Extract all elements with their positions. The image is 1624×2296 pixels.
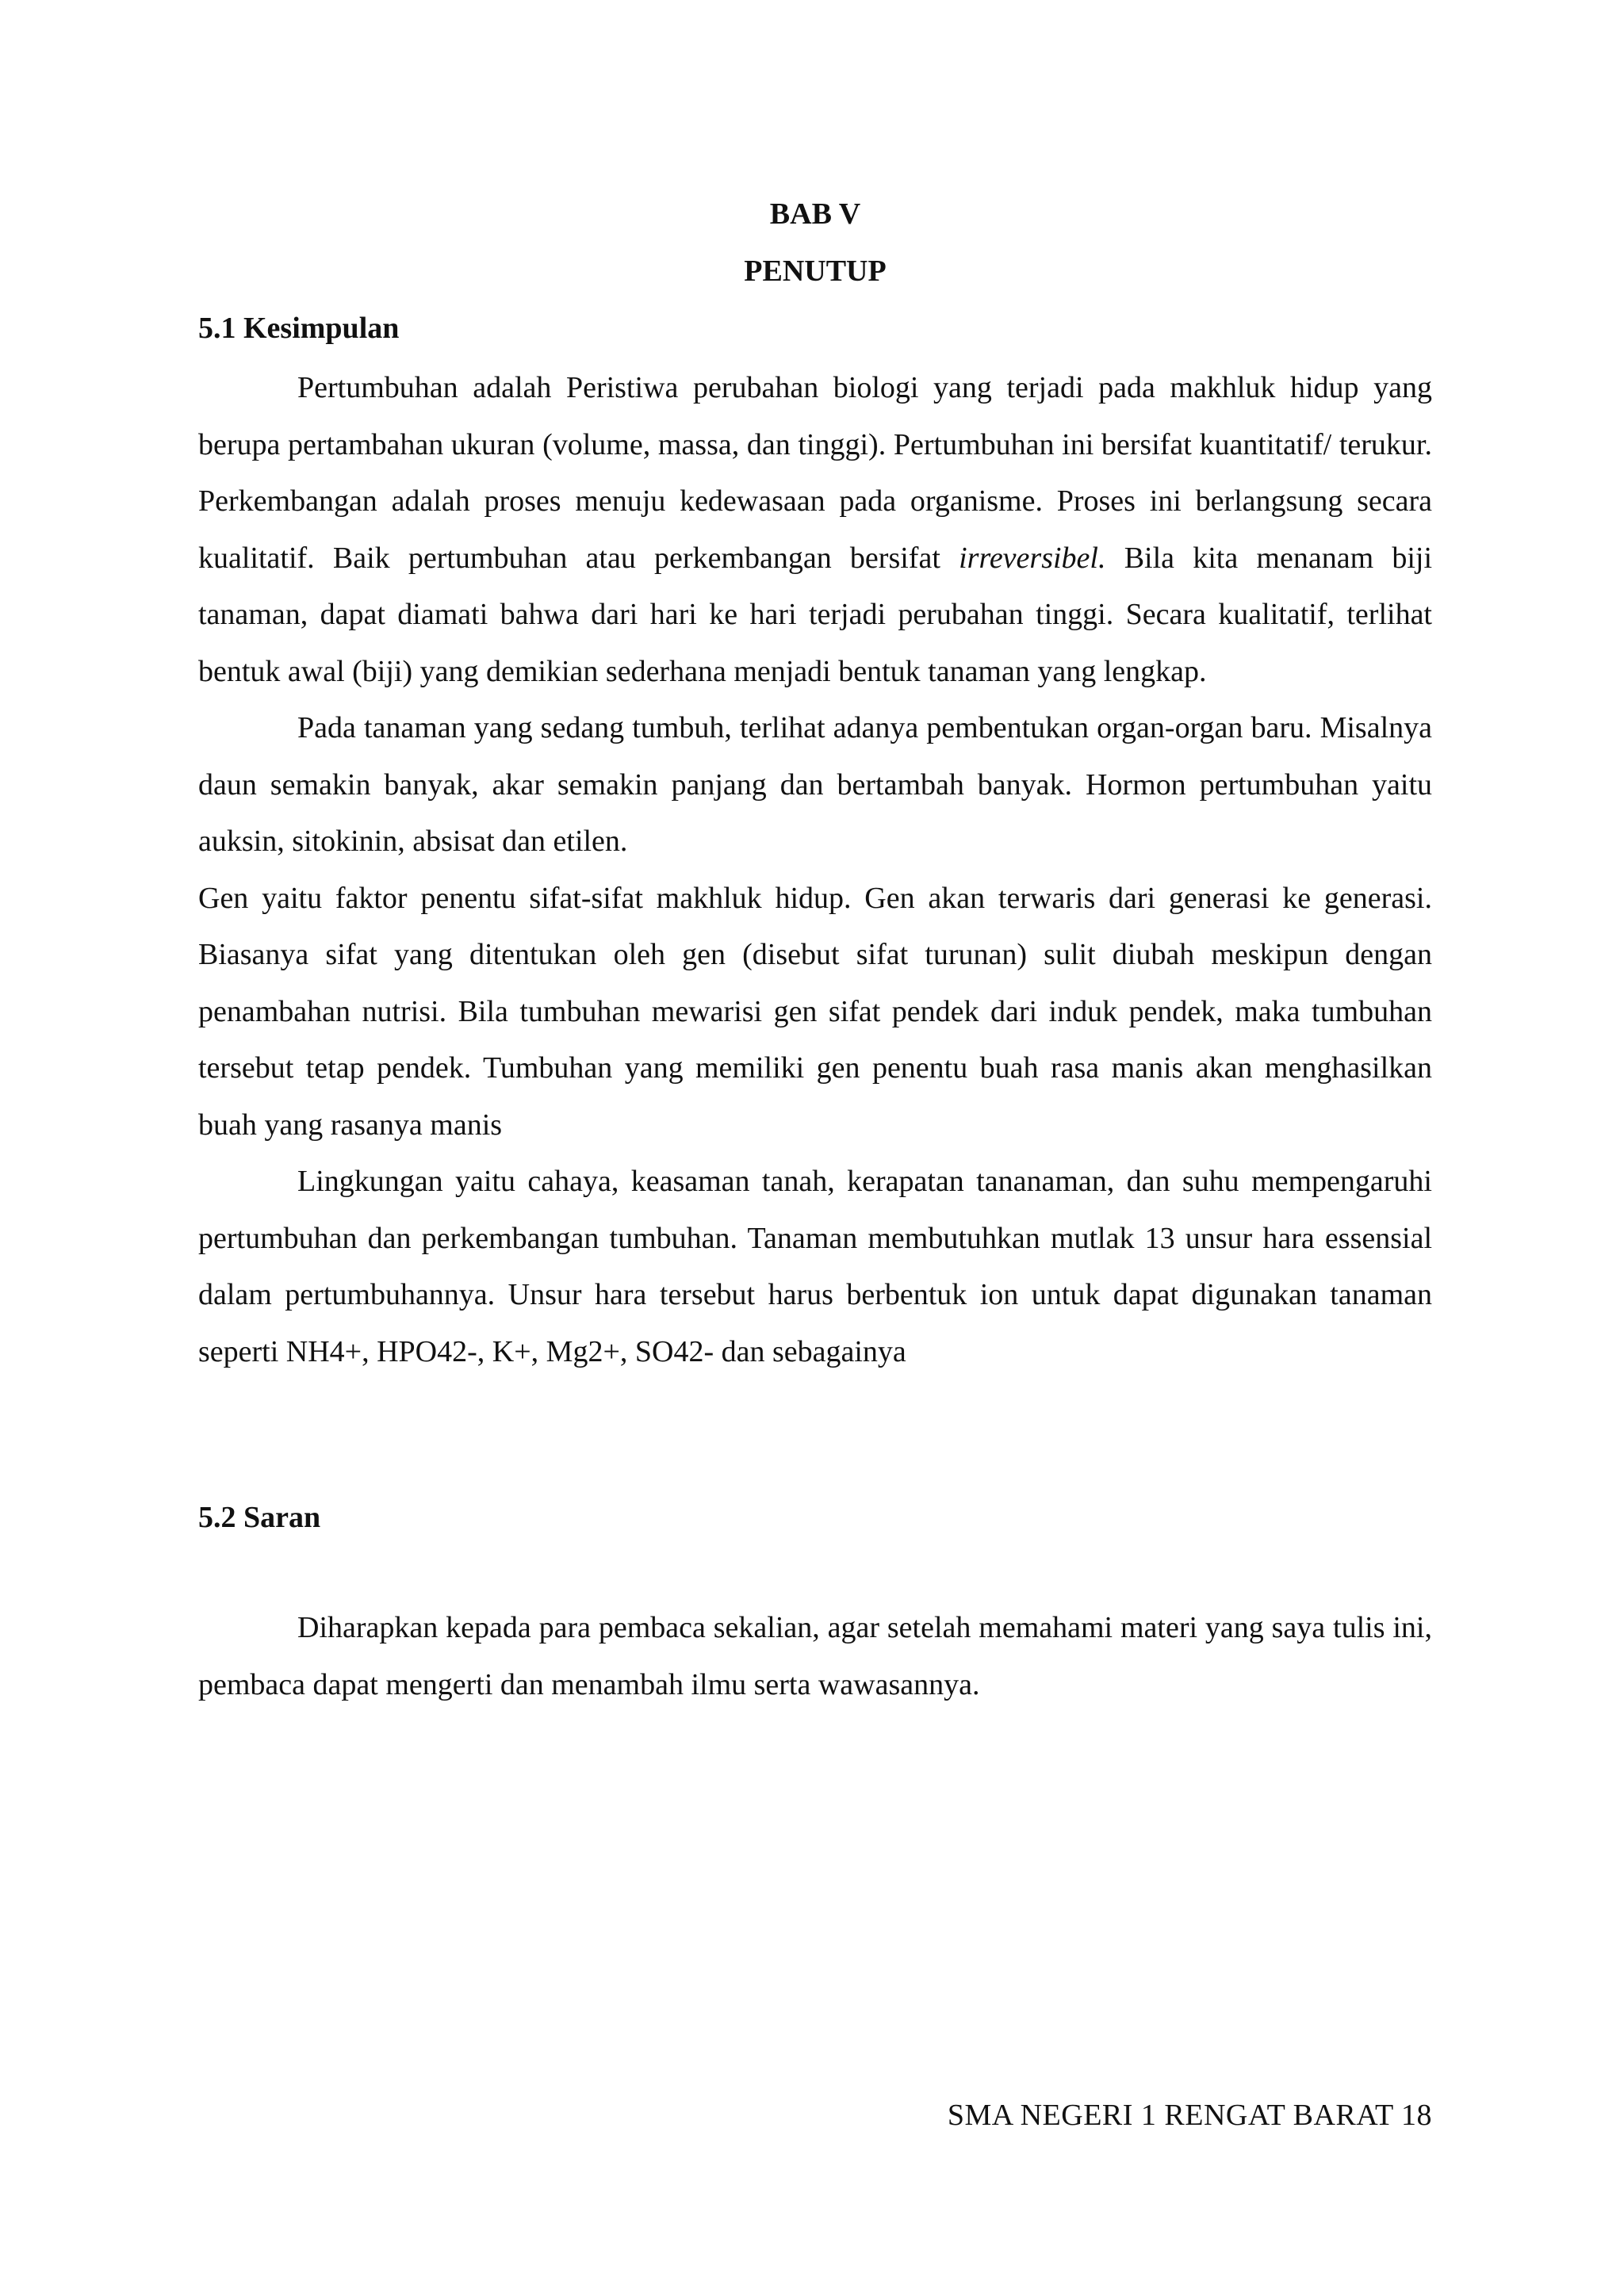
- paragraph-pertumbuhan: [198, 360, 1432, 700]
- section-body-saran: [198, 1600, 1432, 1713]
- paragraph-gen: Gen yaitu faktor penentu sifat-sifat makhluk hidup. Gen akan terwaris dari generasi ke generasi. Biasanya sifat yang ditentukan oleh gen (disebut sifat turunan) sulit diubah meskipun dengan penambahan nutrisi. Bila tumbuhan mewarisi gen sifat pendek dari induk pendek, maka tumbuhan tersebut tetap pendek. Tumbuhan yang memiliki gen penentu buah rasa manis akan menghasilkan buah yang rasanya manis: [198, 881, 1432, 1142]
- paragraph-lingkungan: Lingkungan yaitu cahaya, keasaman tanah, kerapatan tananaman, dan suhu mempengaruhi pertumbuhan dan perkembangan tumbuhan. Tanaman membutuhkan mutlak 13 unsur hara essensial dalam pertumbuhannya. Unsur hara tersebut harus berbentuk ion untuk dapat digunakan tanaman seperti NH4+, HPO42-, K+, Mg2+, SO42- dan sebagainya: [198, 1165, 1432, 1368]
- page-footer: SMA NEGERI 1 RENGAT BARAT 18: [947, 2099, 1432, 2132]
- chapter-title: PENUTUP: [744, 254, 887, 288]
- section-body-kesimpulan: [198, 360, 1432, 1380]
- chapter-number: BAB V: [769, 197, 861, 231]
- paragraph-text: Pertumbuhan adalah Peristiwa perubahan biologi yang terjadi pada makhluk hidup yang berupa pertambahan ukuran (volume, massa, dan tinggi). Pertumbuhan ini bersifat kuantitatif/ terukur. Perkembangan adalah proses menuju kedewasaan pada organisme. Proses ini berlangsung secara kualitatif. Baik pertumbuhan atau perkembangan bersifat: [198, 371, 1432, 575]
- section-heading-saran: 5.2 Saran: [198, 1501, 321, 1534]
- italic-term: irreversibel.: [959, 541, 1106, 575]
- paragraph-organ-baru: Pada tanaman yang sedang tumbuh, terlihat adanya pembentukan organ-organ baru. Misalnya daun semakin banyak, akar semakin panjang dan bertambah banyak. Hormon pertumbuhan yaitu auksin, sitokinin, absisat dan etilen.: [198, 711, 1432, 858]
- paragraph-saran: Diharapkan kepada para pembaca sekalian, agar setelah memahami materi yang saya tulis ini, pembaca dapat mengerti dan menambah ilmu serta wawasannya.: [198, 1611, 1432, 1701]
- paragraph-text: Bila kita menanam biji tanaman, dapat diamati bahwa dari hari ke hari terjadi perubahan tinggi. Secara kualitatif, terlihat bentuk awal (biji) yang demikian sederhana menjadi bentuk tanaman yang lengkap.: [198, 541, 1432, 688]
- section-heading-kesimpulan: 5.1 Kesimpulan: [198, 312, 400, 345]
